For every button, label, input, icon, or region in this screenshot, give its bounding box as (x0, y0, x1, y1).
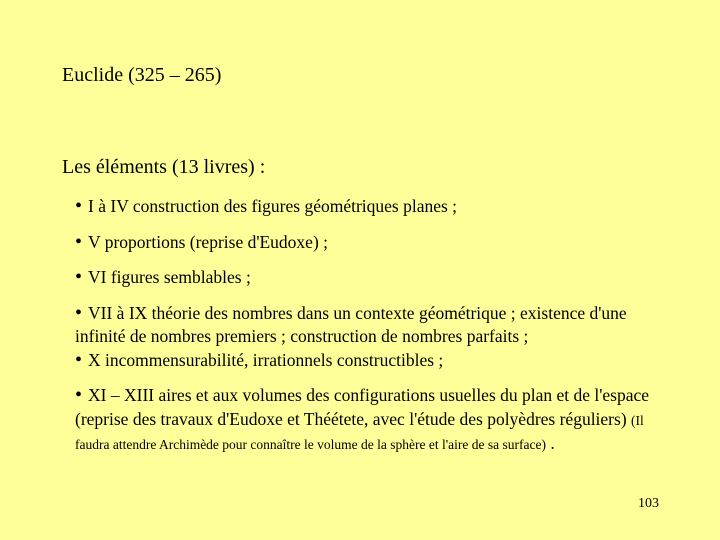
list-item (75, 231, 675, 255)
list-item-text: VI figures semblables ; (88, 267, 251, 287)
list-item (75, 302, 675, 349)
bullet-icon: • (75, 384, 83, 406)
list-item-text: I à IV construction des figures géométriques planes ; (88, 196, 458, 216)
bullet-icon: • (75, 230, 83, 253)
list-item (75, 349, 675, 373)
list-item (75, 266, 675, 290)
bullet-icon: • (75, 195, 83, 217)
bullet-icon: • (75, 301, 83, 324)
page-number: 103 (638, 496, 659, 511)
list-item (75, 195, 675, 219)
list-item-text: XI – XIII aires et aux volumes des configurations usuelles du plan et de l'espace (reprise des travaux d'Eudoxe et Théétete, avec l'étude des polyèdres réguliers) (75, 385, 650, 429)
list-item-text: X incommensurabilité, irrationnels constructibles ; (88, 349, 444, 370)
slide-title: Euclide (325 – 265) (62, 64, 222, 86)
bullet-icon: • (75, 266, 83, 288)
list-item-note: (Il faudra attendre Archimède pour connaître le volume de la sphère et l'aire de sa surface) (75, 412, 644, 452)
books-list (75, 195, 675, 457)
list-item-text: VII à IX théorie des nombres dans un contexte géométrique ; existence d'une infinité de nombres premiers ; construction de nombres parfaits ; (75, 302, 627, 346)
list-item-text: V proportions (reprise d'Eudoxe) ; (88, 231, 329, 252)
list-item-end: . (545, 433, 555, 453)
list-item (75, 384, 675, 457)
section-heading: Les éléments (13 livres) : (62, 156, 266, 178)
bullet-icon: • (75, 348, 83, 371)
